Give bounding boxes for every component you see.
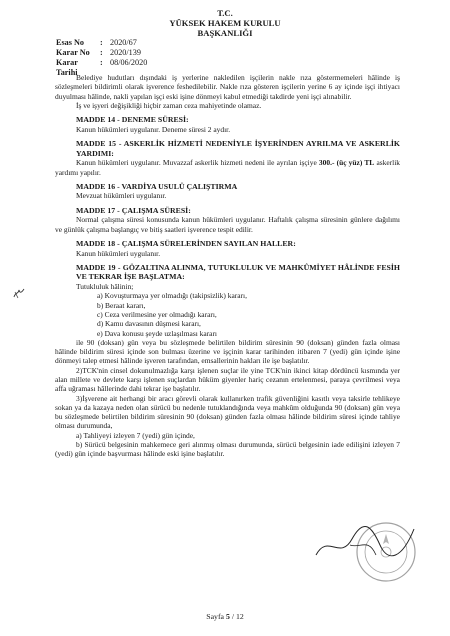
case-meta: [56, 38, 147, 78]
article-19-b: b) Sürücü belgesinin mahkemece geri alınmış olması durumunda, sürücü belgesinin iade edilişini izleyen 7 (yedi) gün içinde başvurması hâlinde eski işine başlatılır.: [55, 440, 400, 459]
header-institution: YÜKSEK HAKEM KURULU: [169, 18, 281, 28]
article-17-text: Normal çalışma süresi konusunda kanun hükümleri uygulanır. Haftalık çalışma süresinin günlere dağılımı ve günlük çalışma başlangıç ve bitiş saatleri işverence tespit edilir.: [55, 215, 400, 234]
meta-value: 2020/139: [110, 48, 141, 57]
article-15-amount: 300.- (üç yüz) TL: [318, 158, 375, 168]
list-item: d) Kamu davasının düşmesi kararı,: [97, 319, 201, 329]
page-footer: [0, 612, 450, 621]
signature-icon: [310, 515, 420, 570]
meta-sep: :: [100, 38, 103, 47]
header-tc: T.C.: [217, 8, 233, 18]
list-item: b) Beraat kararı,: [97, 300, 146, 310]
article-14-text: Kanun hükümleri uygulanır. Deneme süresi 2 aydır.: [76, 124, 231, 134]
article-16-title: MADDE 16 - VARDİYA USULÜ ÇALIŞTIRMA: [76, 181, 238, 191]
page-number: 5: [225, 612, 230, 621]
list-item: c) Ceza verilmesine yer olmadığı kararı,: [97, 309, 217, 319]
meta-sep: :: [100, 48, 103, 57]
meta-value: 08/06/2020: [110, 58, 148, 67]
paragraph-no-penalty: İş ve işyeri değişikliği hiçbir zaman ceza mahiyetinde olamaz.: [76, 100, 262, 110]
meta-sep: :: [100, 58, 103, 67]
list-item: a) Kovuşturmaya yer olmadığı (takipsizlik) kararı,: [97, 291, 247, 301]
meta-row-esas: [56, 38, 147, 48]
page-label: Sayfa: [206, 612, 225, 621]
meta-row-karar: [56, 48, 147, 58]
meta-label: Karar Tarihi: [56, 58, 78, 77]
article-15-text-a: Kanun hükümleri uygulanır. Muvazzaf askerlik hizmeti nedeni ile ayrılan işçiye: [76, 158, 319, 168]
page-total: / 12: [231, 612, 244, 621]
article-15-title: MADDE 15 - ASKERLİK HİZMETİ NEDENİYLE İŞYERİNDEN AYRILMA VE ASKERLİK YARDIMI:: [76, 139, 400, 158]
article-19-a: a) Tahliyeyi izleyen 7 (yedi) gün içinde,: [76, 430, 195, 440]
article-19-p3: 3)İşverene ait herhangi bir aracı görevli olarak kullanırken trafik güvenliğini kasıtlı veya taksirle tehlikeye sokan ya da kazaya neden olan sürücü bu nedenle tutuklandığında veya mahkûm olduğunda 90 (doksan) gün veya bu sözleşmede belirtilen bildirim süresinin 90 (doksan) günden fazla olması hâlinde bildirim süresi içinde tahliye olması durumunda,: [55, 393, 400, 431]
article-18-text: Kanun hükümleri uygulanır.: [76, 248, 161, 258]
document-body: [55, 73, 400, 459]
article-16-text: Mevzuat hükümleri uygulanır.: [76, 191, 167, 201]
meta-value: 2020/67: [110, 38, 137, 47]
article-18-title: MADDE 18 - ÇALIŞMA SÜRELERİNDEN SAYILAN HALLER:: [76, 238, 296, 248]
article-17-title: MADDE 17 - ÇALIŞMA SÜRESİ:: [76, 205, 191, 215]
article-14-title: MADDE 14 - DENEME SÜRESİ:: [76, 115, 189, 125]
margin-initials-icon: [12, 286, 26, 300]
article-15-text-c: askerlik yardımı yapılır.: [55, 158, 400, 177]
article-19-intro: Tutukluluk hâlinin;: [76, 282, 134, 292]
paragraph-transfer: Belediye hudutları dışındaki iş yerlerine nakledilen işçilerin nakle rıza göstermemeleri hâlinde iş sözleşmeleri bildirimli olarak işverence feshedilebilir. Nakle rıza gösteren işçilerin yerine 6 ay içinde işçi ihtiyacı duyulması hâlinde, nakli yapılan işçi eski işine dönmeyi kabul etmediği takdirde yeni işçi alınabilir.: [55, 73, 400, 101]
meta-label: Karar No: [56, 48, 90, 57]
meta-label: Esas No: [56, 38, 84, 47]
article-19-title: MADDE 19 - GÖZALTINA ALINMA, TUTUKLULUK VE MAHKÛMİYET HÂLİNDE FESİH VE TEKRAR İŞE BAŞLATMA:: [76, 262, 400, 282]
header-department: BAŞKANLIĞI: [197, 28, 253, 38]
list-item: e) Dava konusu şeyde uzlaşılması kararı: [97, 328, 217, 338]
article-19-p1: ile 90 (doksan) gün veya bu sözleşmede belirtilen bildirim süresinin 90 (doksan) günden fazla olması hâlinde bildirim süresi içinde son bulması üzerine ve işçinin karar tarihinden itibaren 7 (yedi) gün içinde işine dönmeyi talep etmesi hâlinde işveren tarafından, emsallerinin hakları ile işe başlatılır.: [55, 337, 400, 366]
document-header: [0, 8, 450, 38]
article-19-p2: 2)TCK'nin cinsel dokunulmazlığa karşı işlenen suçlar ile yine TCK'nin ikinci kitap dördüncü kısmında yer alan millete ve devlete karşı işlenen suçlardan hüküm giyenler hariç cezanın ertelenmesi, paraya çevrilmesi veya affa uğraması hâllerinde dahi tekrar işe başlatılır.: [55, 365, 400, 394]
article-15-text: [55, 158, 400, 177]
